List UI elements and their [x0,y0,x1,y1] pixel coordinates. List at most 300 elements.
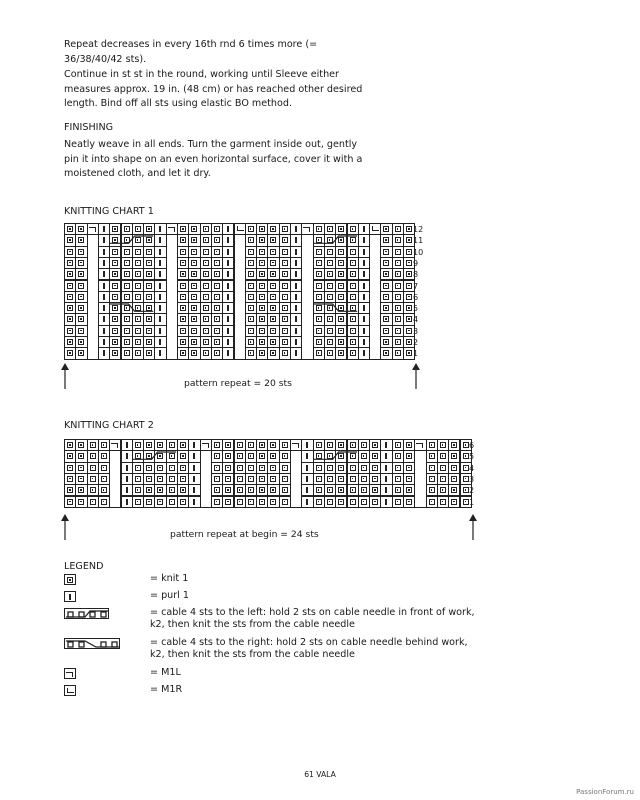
legend-knit: = knit 1 [150,573,189,584]
knit-icon [203,305,209,311]
knit-icon [135,260,141,266]
knit-icon [248,328,254,334]
knit-icon [406,350,412,356]
row-number: 1 [469,497,475,507]
knit-icon [78,487,84,493]
knit-icon [146,487,152,493]
knit-icon [372,476,378,482]
knit-icon [350,328,356,334]
knit-icon [146,294,152,300]
knit-icon [169,442,175,448]
knit-icon [282,328,288,334]
knit-icon [440,465,446,471]
knit-icon [180,453,186,459]
knit-icon [169,499,175,505]
knit-icon [406,316,412,322]
knit-icon [395,442,401,448]
knit-icon [316,339,322,345]
purl-icon [363,339,365,345]
knit-icon [282,453,288,459]
knit-icon [395,260,401,266]
purl-icon [295,350,297,356]
paragraph-continue: Continue in st st in the round, working until Sleeve either measures approx. 19 in. (48 cm) or has reached other desired length. Bind off all sts using elastic BO method. [64,69,363,109]
knit-icon [248,316,254,322]
legend-heading: LEGEND [64,561,104,572]
knit-icon [180,487,186,493]
knit-icon [270,237,276,243]
knit-icon [157,465,163,471]
knit-icon [270,316,276,322]
knit-icon [124,283,130,289]
knit-icon [78,465,84,471]
repeat-end-arrow-icon [410,362,422,390]
knit-icon [383,249,389,255]
knit-icon [67,499,73,505]
paragraph-repeat-decreases: Repeat decreases in every 16th rnd 6 times more (= 36/38/40/42 sts). [64,39,318,65]
row-number: 3 [469,474,475,484]
knit-icon [429,499,435,505]
knit-icon [383,237,389,243]
knit-icon [327,328,333,334]
purl-icon [385,487,387,493]
knit-icon [146,316,152,322]
knit-icon [67,328,73,334]
knit-icon [135,226,141,232]
knit-icon [214,476,220,482]
knit-icon [101,442,107,448]
knit-icon [429,487,435,493]
m1r-icon [64,685,76,696]
knit-icon [146,465,152,471]
knit-icon [180,237,186,243]
purl-icon [103,350,105,356]
knit-icon [203,271,209,277]
knit-icon [395,316,401,322]
knit-icon [327,339,333,345]
purl-icon [227,294,229,300]
knit-icon [383,350,389,356]
knit-icon [112,316,118,322]
purl-icon [159,237,161,243]
row-number: 5 [413,304,419,314]
knit-icon [124,271,130,277]
knit-icon [395,328,401,334]
knit-icon [214,260,220,266]
knit-icon [350,294,356,300]
knit-icon [248,305,254,311]
knit-icon [248,487,254,493]
knit-icon [146,271,152,277]
knit-icon [203,328,209,334]
knit-icon [124,260,130,266]
knit-icon [282,476,288,482]
knit-icon [191,271,197,277]
knit-icon [78,249,84,255]
knit-icon [67,260,73,266]
knit-icon [191,350,197,356]
purl-icon [227,237,229,243]
knit-icon [90,499,96,505]
purl-icon [295,316,297,322]
knit-icon [282,226,288,232]
knit-icon [248,249,254,255]
knit-icon [124,350,130,356]
knit-icon [135,249,141,255]
knit-icon [214,499,220,505]
knit-icon [169,487,175,493]
knit-icon [112,294,118,300]
knit-icon [203,350,209,356]
knit-icon [316,476,322,482]
knit-icon [146,328,152,334]
m1r-icon [372,226,379,231]
knit-icon [463,499,469,505]
knit-icon [270,294,276,300]
purl-icon [126,476,128,482]
knit-icon [180,339,186,345]
knit-icon [463,476,469,482]
chart2-repeat-label: pattern repeat at begin = 24 sts [170,529,319,540]
knit-icon [90,442,96,448]
knit-icon [214,328,220,334]
knit-icon [90,476,96,482]
knit-icon [180,316,186,322]
knit-icon [146,249,152,255]
knit-icon [338,465,344,471]
knit-icon [101,453,107,459]
knit-icon [282,305,288,311]
knit-icon [338,499,344,505]
purl-icon [227,350,229,356]
knit-icon [78,237,84,243]
knit-icon [124,328,130,334]
repeat-start-arrow-icon [59,513,71,541]
knit-icon [112,328,118,334]
purl-icon [227,260,229,266]
knit-icon [248,442,254,448]
knit-icon [372,465,378,471]
knit-icon [248,283,254,289]
purl-icon [363,260,365,266]
knit-icon [282,487,288,493]
purl-icon [193,442,195,448]
purl-icon [227,316,229,322]
knit-icon [440,499,446,505]
knit-icon [440,453,446,459]
purl-icon [103,271,105,277]
knit-icon [259,316,265,322]
knit-icon [78,499,84,505]
knit-icon [78,260,84,266]
purl-icon [193,476,195,482]
purl-icon [159,294,161,300]
knit-icon [225,476,231,482]
knit-icon [112,271,118,277]
knit-icon [78,339,84,345]
row-number: 1 [413,349,419,359]
knit-icon [214,271,220,277]
knit-icon [327,283,333,289]
row-number: 11 [413,236,424,246]
purl-icon [159,283,161,289]
knit-icon [259,283,265,289]
knit-icon [146,350,152,356]
knit-icon [180,226,186,232]
m1l-icon [168,227,175,232]
knit-icon [383,316,389,322]
knit-icon [282,260,288,266]
purl-icon [385,499,387,505]
purl-icon [103,294,105,300]
knit-icon [451,453,457,459]
knit-icon [338,476,344,482]
knit-icon [270,328,276,334]
repeat-end-arrow-icon [467,513,479,541]
knit-icon [429,465,435,471]
knit-icon [67,237,73,243]
purl-icon [385,453,387,459]
knit-icon [237,442,243,448]
cable-left-icon [64,608,109,619]
knit-icon [338,339,344,345]
row-number: 6 [413,292,419,302]
knit-icon [203,339,209,345]
knit-icon [191,316,197,322]
cable-left-icon [109,234,154,245]
knit-icon [248,476,254,482]
knit-icon [350,249,356,255]
legend-cable-right: = cable 4 sts to the right: hold 2 sts on cable needle behind work, k2, then knit the sts from the cable needle [150,637,468,660]
knit-icon [463,465,469,471]
knit-icon [78,350,84,356]
knit-icon [372,453,378,459]
purl-icon [159,305,161,311]
knit-icon [327,442,333,448]
legend-cable-left: = cable 4 sts to the left: hold 2 sts on cable needle in front of work, k2, then knit the sts from the cable needle [150,607,475,630]
knit-icon [350,316,356,322]
knit-icon [259,328,265,334]
cable-right-icon [313,302,358,313]
purl-icon [159,316,161,322]
knitting-chart-2 [64,439,475,508]
knit-icon [259,487,265,493]
knit-icon [372,499,378,505]
cable-right-icon [64,638,120,649]
knit-icon [350,476,356,482]
knit-icon [327,294,333,300]
knit-icon [214,339,220,345]
m1l-icon [89,227,96,232]
watermark: PassionForum.ru [576,788,634,796]
knit-icon [180,499,186,505]
purl-icon [159,339,161,345]
purl-icon [126,465,128,471]
knit-icon [270,305,276,311]
purl-icon [295,249,297,255]
knit-icon [259,305,265,311]
chart1-heading: KNITTING CHART 1 [64,206,154,217]
knit-icon [248,499,254,505]
knit-icon [135,499,141,505]
knit-icon [78,442,84,448]
purl-icon [227,249,229,255]
knit-icon [67,283,73,289]
knit-icon [316,316,322,322]
knit-icon [327,487,333,493]
knit-icon [146,499,152,505]
knit-icon [406,271,412,277]
knit-icon [350,226,356,232]
knit-icon [225,453,231,459]
knit-icon [101,487,107,493]
chart1-repeat-label: pattern repeat = 20 sts [184,378,292,389]
knit-icon [78,316,84,322]
knit-icon [90,453,96,459]
knit-icon [135,465,141,471]
knit-icon [78,226,84,232]
knit-icon [101,499,107,505]
knit-icon [67,339,73,345]
knit-icon [282,350,288,356]
knit-icon [327,226,333,232]
knit-icon [338,487,344,493]
purl-icon [363,226,365,232]
knit-icon [78,328,84,334]
knit-icon [361,453,367,459]
m1l-icon [202,443,209,448]
knit-icon [237,453,243,459]
knit-icon [282,249,288,255]
knit-icon [463,453,469,459]
purl-icon [103,339,105,345]
knit-icon [248,465,254,471]
knit-icon [451,499,457,505]
knit-icon [395,249,401,255]
knit-icon [67,476,73,482]
knit-icon [135,294,141,300]
knit-icon [316,249,322,255]
knit-icon [146,442,152,448]
row-number: 12 [413,225,424,234]
purl-icon [227,271,229,277]
purl-icon [306,442,308,448]
knit-icon [338,442,344,448]
knit-icon [78,294,84,300]
knit-icon [338,271,344,277]
knit-icon [248,339,254,345]
knit-icon [429,476,435,482]
purl-icon [306,487,308,493]
knit-icon [259,453,265,459]
m1l-icon [292,443,299,448]
knit-icon [383,294,389,300]
row-number: 2 [469,486,475,496]
knit-icon [338,350,344,356]
knit-icon [112,283,118,289]
knit-icon [237,476,243,482]
knit-icon [169,465,175,471]
purl-icon [227,283,229,289]
knit-icon [259,442,265,448]
purl-icon [295,260,297,266]
legend-m1r: = M1R [150,684,183,695]
knit-icon [350,271,356,277]
knit-icon [64,574,76,585]
knit-icon [180,442,186,448]
knit-icon [383,283,389,289]
m1l-icon [416,443,423,448]
knit-icon [463,442,469,448]
knit-icon [78,271,84,277]
knit-icon [214,294,220,300]
knit-icon [361,487,367,493]
purl-icon [103,283,105,289]
row-number: 4 [469,463,475,473]
purl-icon [193,453,195,459]
knit-icon [67,350,73,356]
knit-icon [270,260,276,266]
knit-icon [146,226,152,232]
purl-icon [385,465,387,471]
knit-icon [406,283,412,289]
knit-icon [259,226,265,232]
knit-icon [383,305,389,311]
knit-icon [338,316,344,322]
row-number: 2 [413,338,419,347]
purl-icon [363,283,365,289]
knit-icon [406,260,412,266]
knit-icon [406,294,412,300]
knit-icon [316,350,322,356]
knit-icon [383,339,389,345]
knit-icon [395,294,401,300]
row-number: 4 [413,315,419,325]
knit-icon [451,476,457,482]
purl-icon [103,237,105,243]
knit-icon [395,305,401,311]
m1l-icon [303,227,310,232]
knit-icon [282,442,288,448]
knit-icon [406,249,412,255]
knit-icon [237,499,243,505]
knit-icon [135,271,141,277]
knit-icon [406,226,412,232]
knit-icon [338,226,344,232]
knit-icon [135,283,141,289]
knit-icon [395,453,401,459]
knit-icon [259,249,265,255]
purl-icon [306,453,308,459]
knit-icon [361,499,367,505]
knit-icon [203,237,209,243]
knit-icon [191,305,197,311]
knit-icon [180,283,186,289]
purl-icon [159,328,161,334]
knit-icon [406,328,412,334]
knit-icon [214,316,220,322]
knit-icon [225,499,231,505]
knit-icon [327,476,333,482]
knit-icon [248,226,254,232]
knit-icon [180,271,186,277]
purl-icon [126,453,128,459]
knit-icon [429,453,435,459]
purl-icon [306,499,308,505]
knit-icon [248,350,254,356]
knit-icon [350,499,356,505]
knit-icon [282,283,288,289]
knit-icon [338,283,344,289]
